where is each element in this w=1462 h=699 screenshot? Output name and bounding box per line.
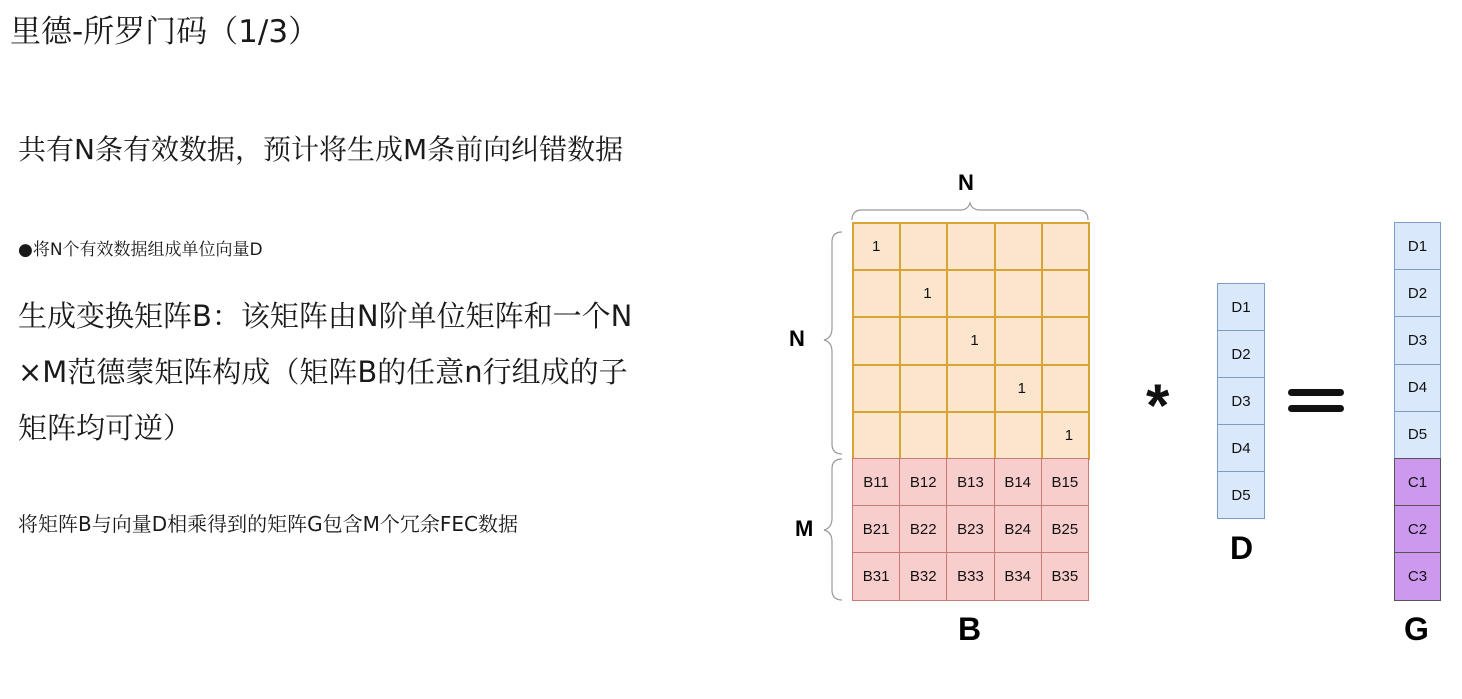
matrix-b-cell: B31 xyxy=(852,552,900,600)
matrix-b-cell: B12 xyxy=(899,458,947,506)
vector-g-cell: D2 xyxy=(1394,269,1441,317)
matrix-b-cell xyxy=(899,222,948,271)
matrix-b-cell: 1 xyxy=(994,364,1043,413)
matrix-b-cell: 1 xyxy=(1041,411,1090,460)
description-line: 矩阵均可逆） xyxy=(18,411,193,445)
description-line: 生成变换矩阵B：该矩阵由N阶单位矩阵和一个N xyxy=(18,299,633,333)
matrix-b-cell xyxy=(1041,316,1090,365)
vector-g-cell: C2 xyxy=(1394,505,1441,553)
matrix-b-cell: B32 xyxy=(899,552,947,600)
matrix-b-cell xyxy=(852,411,901,460)
label-g: G xyxy=(1404,611,1429,647)
matrix-b-cell: B24 xyxy=(994,505,1042,553)
description-line: ×M范德蒙矩阵构成（矩阵B的任意n行组成的子 xyxy=(18,355,628,389)
matrix-b-cell xyxy=(994,269,1043,318)
matrix-b-cell: B33 xyxy=(946,552,994,600)
matrix-b-cell: B11 xyxy=(852,458,900,506)
vector-g-cell: D3 xyxy=(1394,316,1441,364)
brace-top-n xyxy=(852,203,1088,220)
matrix-b-cell: B25 xyxy=(1041,505,1089,553)
matrix-b-cell: 1 xyxy=(899,269,948,318)
matrix-b-cell: 1 xyxy=(946,316,995,365)
label-n-top: N xyxy=(958,170,974,195)
fec-text: 将矩阵B与向量D相乘得到的矩阵G包含M个冗余FEC数据 xyxy=(18,512,518,536)
vector-g-cell: D4 xyxy=(1394,364,1441,412)
matrix-b-cell xyxy=(994,222,1043,271)
vector-g-cell: C3 xyxy=(1394,552,1441,600)
vector-g-cell: D5 xyxy=(1394,411,1441,459)
brace-side-m xyxy=(824,459,842,600)
matrix-b-cell xyxy=(1041,222,1090,271)
matrix-b-cell: B21 xyxy=(852,505,900,553)
matrix-b-cell xyxy=(994,411,1043,460)
matrix-b-cell: 1 xyxy=(852,222,901,271)
matrix-b-cell xyxy=(946,269,995,318)
matrix-b-cell xyxy=(899,364,948,413)
matrix-b-cell: B22 xyxy=(899,505,947,553)
matrix-b-cell xyxy=(852,364,901,413)
matrix-b-cell xyxy=(946,411,995,460)
matrix-b-cell: B14 xyxy=(994,458,1042,506)
subtitle: 共有N条有效数据，预计将生成M条前向纠错数据 xyxy=(18,133,624,166)
vector-d-cell: D5 xyxy=(1217,471,1265,519)
label-m-side: M xyxy=(795,516,814,541)
label-n-side: N xyxy=(789,326,805,351)
matrix-b-cell xyxy=(946,222,995,271)
label-b: B xyxy=(958,611,982,647)
matrix-b-cell xyxy=(1041,364,1090,413)
matrix-b-cell xyxy=(899,411,948,460)
vector-g-cell: C1 xyxy=(1394,458,1441,506)
matrix-b-cell: B15 xyxy=(1041,458,1089,506)
matrix-b-cell xyxy=(946,364,995,413)
matrix-b-cell xyxy=(852,316,901,365)
matrix-b-cell: B35 xyxy=(1041,552,1089,600)
label-d: D xyxy=(1230,530,1254,566)
vector-g-cell: D1 xyxy=(1394,222,1441,270)
page-title: 里德-所罗门码（1/3） xyxy=(10,14,320,50)
matrix-b-cell xyxy=(899,316,948,365)
matrix-b-cell: B34 xyxy=(994,552,1042,600)
multiply-symbol: * xyxy=(1146,372,1170,439)
vector-d-cell: D2 xyxy=(1217,330,1265,378)
vector-d-cell: D3 xyxy=(1217,377,1265,425)
equals-symbol xyxy=(1286,388,1346,414)
matrix-b-cell xyxy=(994,316,1043,365)
vector-d-cell: D4 xyxy=(1217,424,1265,472)
matrix-b-cell: B13 xyxy=(946,458,994,506)
matrix-b-cell xyxy=(852,269,901,318)
brace-side-n xyxy=(824,232,842,454)
matrix-b-cell: B23 xyxy=(946,505,994,553)
matrix-b-cell xyxy=(1041,269,1090,318)
vector-d-cell: D1 xyxy=(1217,283,1265,331)
bullet-text: ●将N个有效数据组成单位向量D xyxy=(18,240,263,260)
